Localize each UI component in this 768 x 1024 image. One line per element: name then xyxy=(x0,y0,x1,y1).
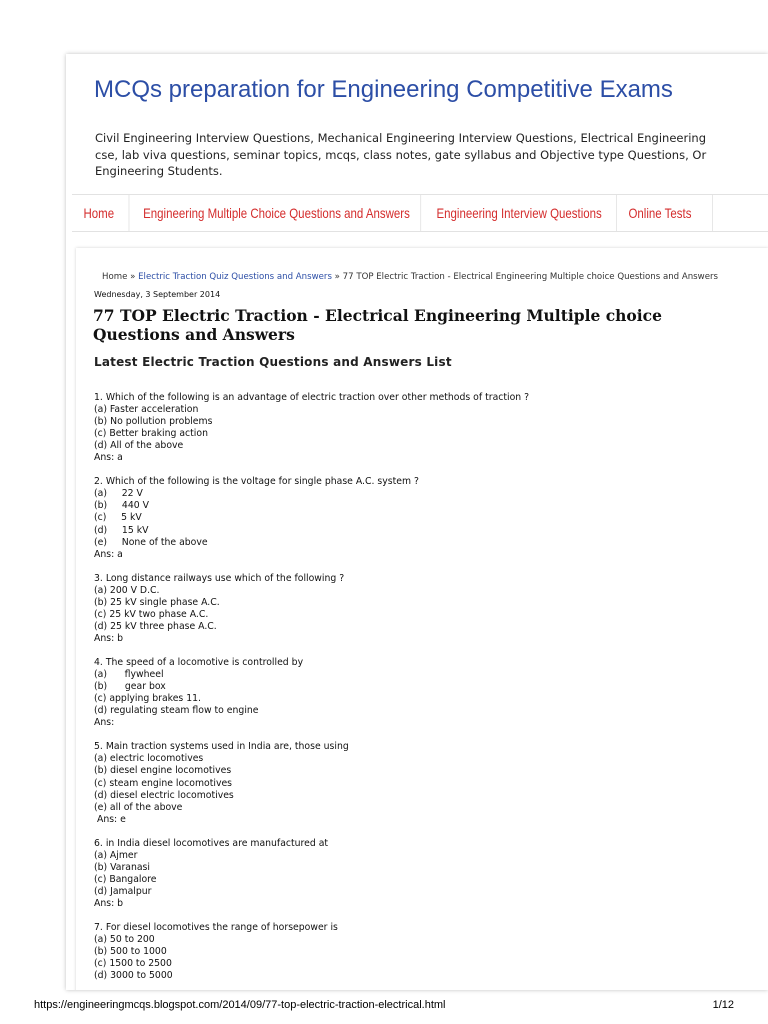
question-text: 2. Which of the following is the voltage for single phase A.C. system ? xyxy=(94,476,419,488)
question-line: (b) 25 kV single phase A.C. xyxy=(94,596,220,608)
question-line: (c) Better braking action xyxy=(94,428,208,440)
nav-item-engineering-mcqs[interactable]: Engineering Multiple Choice Questions and Answers xyxy=(130,195,421,231)
question-line: (c) 5 kV xyxy=(94,512,142,524)
question-line: (c) applying brakes 11. xyxy=(94,693,202,705)
question-line: (d) 3000 to 5000 xyxy=(94,970,173,982)
question-line: (b) No pollution problems xyxy=(94,416,213,428)
question-line: Ans: a xyxy=(94,548,123,560)
question-line: (b) gear box xyxy=(94,681,166,693)
question-block xyxy=(94,476,734,560)
main-nav xyxy=(72,194,768,232)
question-line: Ans: b xyxy=(94,897,124,909)
breadcrumb-category-link[interactable]: Electric Traction Quiz Questions and Answers xyxy=(138,272,332,282)
section-heading: Latest Electric Traction Questions and Answers List xyxy=(94,355,452,369)
question-text: 6. in India diesel locomotives are manufactured at xyxy=(94,837,329,849)
question-line: (a) 50 to 200 xyxy=(94,934,155,946)
site-title-link[interactable]: MCQs preparation for Engineering Competitive Exams xyxy=(94,76,673,103)
question-line: Ans: e xyxy=(94,813,126,825)
question-line: (e) None of the above xyxy=(94,536,208,548)
breadcrumb xyxy=(102,272,718,282)
question-block xyxy=(94,741,734,825)
question-line: (b) Varanasi xyxy=(94,861,150,873)
site-description-line: cse, lab viva questions, seminar topics, mcqs, class notes, gate syllabus and Objective type Questions, Or xyxy=(95,147,707,162)
question-line: (c) 25 kV two phase A.C. xyxy=(94,608,209,620)
question-block xyxy=(94,657,734,729)
question-line: (b) diesel engine locomotives xyxy=(94,765,232,777)
breadcrumb-current: 77 TOP Electric Traction - Electrical Engineering Multiple choice Questions and Answers xyxy=(342,272,718,282)
blog-page xyxy=(66,54,768,990)
post-container xyxy=(76,248,768,990)
site-description-line: Engineering Students. xyxy=(95,164,223,178)
question-line: (d) regulating steam flow to engine xyxy=(94,705,259,717)
question-line: (d) 15 kV xyxy=(94,524,149,536)
question-line: (a) flywheel xyxy=(94,669,164,681)
print-page-number: 1/12 xyxy=(712,999,734,1011)
question-line: (a) 200 V D.C. xyxy=(94,584,160,596)
question-line: Ans: a xyxy=(94,452,123,464)
question-block xyxy=(94,573,734,645)
question-text: 1. Which of the following is an advantage of electric traction over other methods of traction ? xyxy=(94,392,530,403)
post-title: 77 TOP Electric Traction - Electrical Engineering Multiple choice Questions and Answers xyxy=(93,306,662,344)
question-line: (c) 1500 to 2500 xyxy=(94,958,172,970)
nav-item-home[interactable]: Home xyxy=(72,195,129,231)
question-text: 3. Long distance railways use which of the following ? xyxy=(94,572,345,584)
question-line: (a) 22 V xyxy=(94,488,143,500)
breadcrumb-home-link[interactable]: Home xyxy=(102,272,128,282)
question-line: (d) Jamalpur xyxy=(94,885,152,897)
nav-item-online-tests[interactable]: Online Tests xyxy=(617,195,713,231)
question-line: (b) 500 to 1000 xyxy=(94,946,167,958)
question-line: (d) 25 kV three phase A.C. xyxy=(94,620,217,632)
question-block xyxy=(94,922,734,982)
question-line: Ans: xyxy=(94,717,115,729)
question-line: (d) All of the above xyxy=(94,440,184,452)
breadcrumb-separator: » xyxy=(331,272,343,282)
question-text: 5. Main traction systems used in India are, those using xyxy=(94,741,349,753)
question-line: (d) diesel electric locomotives xyxy=(94,789,234,801)
question-line: Ans: b xyxy=(94,632,124,644)
breadcrumb-separator: » xyxy=(127,272,139,282)
site-description-line: Civil Engineering Interview Questions, Mechanical Engineering Interview Questions, Electrical Engineering xyxy=(95,131,706,145)
nav-item-interview-questions[interactable]: Engineering Interview Questions xyxy=(425,195,617,231)
question-block xyxy=(94,392,734,464)
question-line: (c) steam engine locomotives xyxy=(94,777,233,789)
post-date: Wednesday, 3 September 2014 xyxy=(94,290,221,299)
question-text: 4. The speed of a locomotive is controlled by xyxy=(94,657,304,669)
site-description xyxy=(95,130,768,180)
question-line: (a) Ajmer xyxy=(94,849,138,861)
question-line: (c) Bangalore xyxy=(94,873,157,885)
print-url: https://engineeringmcqs.blogspot.com/2014/09/77-top-electric-traction-electrical.html xyxy=(34,999,446,1011)
question-line: (a) electric locomotives xyxy=(94,753,204,765)
question-text: 7. For diesel locomotives the range of horsepower is xyxy=(94,922,338,934)
question-block xyxy=(94,838,734,910)
question-list xyxy=(94,392,734,990)
question-line: (a) Faster acceleration xyxy=(94,404,199,416)
question-line: (e) all of the above xyxy=(94,801,183,813)
question-line: (b) 440 V xyxy=(94,500,149,512)
